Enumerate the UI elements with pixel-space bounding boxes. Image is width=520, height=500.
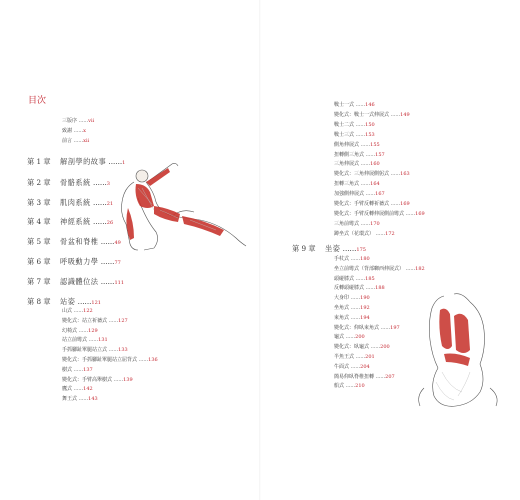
toc-entry[interactable]: 手杖式 ......180 [334, 256, 370, 262]
toc-entry[interactable]: 站立前彎式 ......131 [62, 337, 108, 344]
toc-entry[interactable]: 戰士二式 ......150 [334, 121, 375, 128]
chapter-7[interactable]: 第 7 章 認識體位法 ......111 [27, 277, 124, 286]
toc-entry[interactable]: 扭轉側三角式 ......157 [334, 151, 385, 158]
toc-entry[interactable]: 龜式 ......200 [334, 334, 365, 341]
toc-title: 目次 [28, 95, 47, 105]
toc-entry[interactable]: 坐立前彎式（背部啣西伸展式） ......182 [334, 265, 425, 272]
toc-entry[interactable]: 幻椅式 ......129 [62, 327, 98, 334]
toc-entry[interactable]: 束角式 ......194 [334, 314, 370, 321]
toc-entry[interactable]: 扭轉三角式 ......164 [334, 181, 380, 188]
toc-entry[interactable]: 變化式：臥龜式 ......200 [334, 344, 390, 351]
toc-entry[interactable]: 蹲坐式（花環式） ......172 [334, 230, 395, 237]
chapter-3[interactable]: 第 3 章 肌肉系統 ......21 [27, 198, 114, 207]
front-matter-item[interactable]: 三版序 ......vii [62, 118, 95, 124]
toc-entry[interactable]: 側角伸展式 ......155 [334, 141, 380, 148]
toc-entry[interactable]: 坐角式 ......192 [334, 305, 370, 311]
toc-entry[interactable]: 戰士三式 ......153 [334, 131, 375, 138]
chapter-9[interactable]: 第 9 章 坐姿 ......175 [292, 244, 366, 253]
toc-entry[interactable]: 牛面式 ......204 [334, 363, 370, 370]
chapter-6[interactable]: 第 6 章 呼吸動力學 ......77 [27, 257, 121, 266]
lunge-pose-anatomy-illustration [120, 158, 250, 253]
front-matter-item[interactable]: 致謝 ......x [62, 128, 86, 134]
toc-entry[interactable]: 變化式：手抓腳趾單腿站立屈背式 ......136 [62, 357, 158, 363]
right-page [260, 0, 520, 500]
toc-entry[interactable]: 大身印 ......190 [334, 295, 370, 302]
chapter-1[interactable]: 第 1 章 解剖學的故事 ......1 [27, 157, 126, 166]
toc-entry[interactable]: 樹式 ......137 [62, 366, 93, 373]
seated-forward-bend-anatomy-illustration [410, 292, 510, 412]
chapter-4[interactable]: 第 4 章 神經系統 ......26 [27, 217, 114, 226]
toc-entry[interactable]: 反轉頭碰膝式 ......188 [334, 285, 385, 292]
front-matter-item[interactable]: 前言 ......xii [62, 138, 90, 144]
toc-entry[interactable]: 變化式：手臂反轉祈禱式 ......169 [334, 201, 410, 207]
toc-entry[interactable]: 戰士一式 ......146 [334, 102, 375, 108]
toc-entry[interactable]: 船式 ......210 [334, 383, 365, 390]
toc-entry[interactable]: 變化式：仰臥束角式 ......197 [334, 324, 400, 331]
toc-entry[interactable]: 變化式：手臂高舉樹式 ......139 [62, 376, 133, 383]
toc-entry[interactable]: 變化式：三角伸展側躬式 ......163 [334, 171, 410, 178]
toc-entry[interactable]: 三角前彎式 ......170 [334, 220, 380, 227]
toc-entry[interactable]: 簡易仰臥脊椎扭轉 ......207 [334, 373, 395, 380]
toc-entry[interactable]: 加強側伸展式 ......167 [334, 191, 385, 198]
toc-entry[interactable]: 半魚王式 ......201 [334, 354, 375, 360]
toc-entry[interactable]: 手抓腳趾單腿站立式 ......133 [62, 347, 128, 354]
chapter-2[interactable]: 第 2 章 骨骼系統 ......3 [27, 178, 110, 187]
toc-entry[interactable]: 變化式：站立祈禱式 ......127 [62, 317, 128, 324]
toc-entry[interactable]: 鷹式 ......142 [62, 386, 93, 393]
toc-entry[interactable]: 山式 ......122 [62, 308, 93, 314]
toc-entry[interactable]: 變化式：戰士一式伸展式 ......149 [334, 111, 410, 118]
toc-entry[interactable]: 三角伸展式 ......160 [334, 161, 380, 168]
toc-entry[interactable]: 頭碰膝式 ......185 [334, 275, 375, 282]
toc-entry[interactable]: 變化式：手臂反轉伸展側前彎式 ......169 [334, 210, 425, 217]
chapter-8[interactable]: 第 8 章 站姿 ......121 [27, 297, 101, 306]
toc-entry[interactable]: 舞王式 ......143 [62, 396, 98, 403]
chapter-5[interactable]: 第 5 章 骨盆和脊椎 ......49 [27, 237, 121, 246]
